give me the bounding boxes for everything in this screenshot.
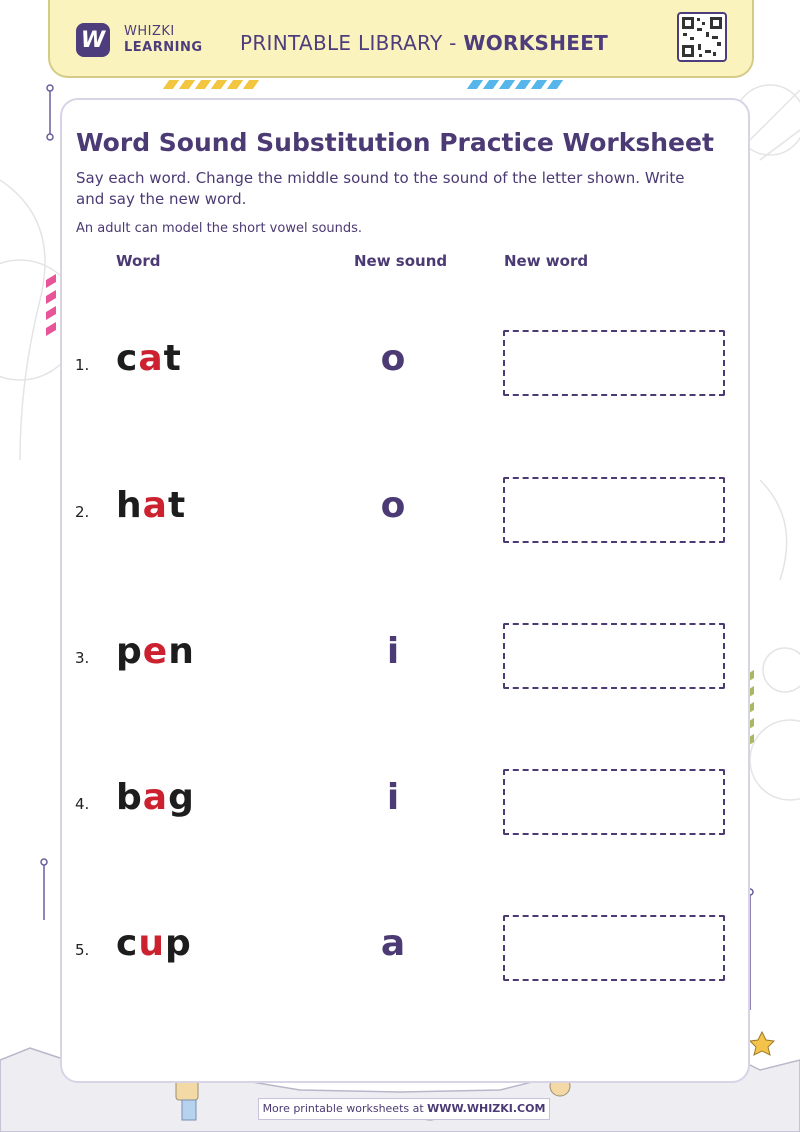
item-word [116,631,195,672]
column-header-new-word: New word [504,252,589,270]
item-number: 3. [75,649,90,667]
new-sound-letter: a [380,923,406,964]
new-sound-letter: o [380,338,406,379]
word-end: t [163,338,182,379]
word-end: g [168,777,195,818]
item-number: 1. [75,356,90,374]
word-start: h [116,485,143,526]
answer-box[interactable] [503,477,725,543]
list-item [0,769,800,839]
item-number: 2. [75,503,90,521]
list-item [0,915,800,985]
word-end: t [167,485,187,526]
brand-name [124,24,203,56]
word-middle-sound: a [142,485,168,526]
item-word [116,777,195,818]
word-end: n [168,631,195,672]
column-header-word: Word [116,252,161,270]
answer-box[interactable] [503,915,725,981]
header-stripes-yellow [166,80,256,90]
word-start: p [116,631,143,672]
word-end: p [164,923,192,964]
answer-box[interactable] [503,330,725,396]
new-sound-letter: i [386,631,400,672]
word-middle-sound: a [142,777,169,818]
word-middle-sound: a [138,338,164,379]
column-header-new-sound: New sound [354,252,448,270]
item-word [116,923,192,964]
item-word [116,485,186,526]
logo-letter: W [80,27,106,53]
new-sound-letter: i [386,777,400,818]
list-item [0,623,800,693]
answer-box[interactable] [503,623,725,689]
brand-line-1: WHIZKI [124,24,175,39]
word-start: c [116,923,139,964]
header-title [240,31,608,55]
whizki-logo-icon [76,23,110,57]
header-title-bold: WORKSHEET [463,31,609,55]
word-middle-sound: u [138,923,165,964]
footer-banner [258,1098,550,1120]
item-number: 5. [75,941,90,959]
instructions: Say each word. Change the middle sound to the sound of the letter shown. Write and say the new word. [76,169,685,208]
footer-link[interactable]: WWW.WHIZKI.COM [427,1102,546,1115]
header-banner [48,0,754,78]
adult-note: An adult can model the short vowel sounds. [76,221,363,236]
header-title-main: PRINTABLE LIBRARY - [240,31,464,55]
brand-line-2: LEARNING [124,40,203,55]
qr-code-icon [677,12,727,62]
answer-box[interactable] [503,769,725,835]
header-stripes-blue [470,80,560,90]
footer-text: More printable worksheets at [262,1102,428,1115]
word-start: b [116,777,143,818]
list-item [0,330,800,400]
new-sound-letter: o [380,485,406,526]
item-word [116,338,182,379]
list-item [0,477,800,547]
word-start: c [116,338,139,379]
item-number: 4. [75,795,90,813]
word-middle-sound: e [142,631,169,672]
worksheet-title: Word Sound Substitution Practice Worksheet [76,128,714,157]
